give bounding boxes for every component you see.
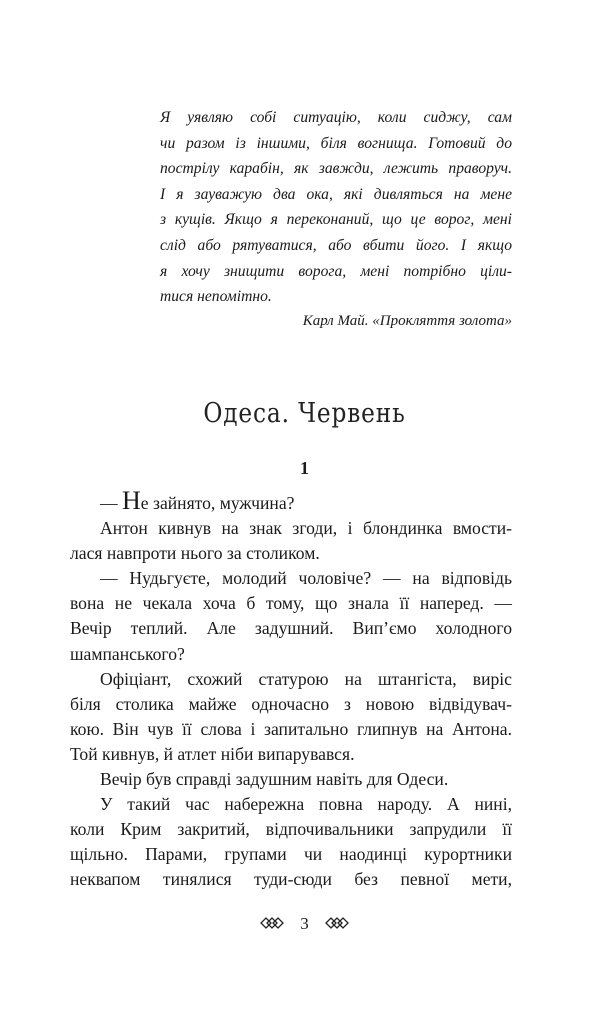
body-text: [70, 486, 512, 893]
page-footer: [0, 913, 609, 934]
body-line: — Нудьгуєте, молодий чоловіче? — на відповідь: [100, 568, 512, 589]
body-line: Вечір теплий. Але задушний. Вип’ємо холодного: [70, 618, 512, 639]
page-number: 3: [300, 914, 309, 934]
chapter-number: 1: [300, 458, 309, 478]
body-line: вона не чекала хоча б тому, що знала її наперед. —: [70, 593, 512, 614]
dash: —: [100, 493, 122, 513]
body-line: щільно. Парами, групами чи наодинці курортники: [70, 844, 512, 865]
body-line: Той кивнув, й атлет ніби випарувався.: [70, 743, 355, 764]
epigraph-line: тися непомітно.: [160, 288, 272, 306]
epigraph-line: пострілу карабін, як завжди, лежить праворуч.: [160, 160, 512, 178]
epigraph-line: слід або рятуватися, або вбити його. І якщо: [160, 236, 512, 254]
body-line: неквапом тинялися туди-сюди без певної мети,: [70, 869, 512, 890]
epigraph-line: я хочу знищити ворога, мені потрібно ціли-: [160, 262, 512, 280]
body-line: Антон кивнув на знак згоди, і блондинка вмости-: [100, 518, 512, 539]
epigraph-line: чи разом із іншими, біля вогнища. Готовий до: [160, 134, 512, 152]
body-line: біля столика майже одночасно з новою відвідувач-: [70, 693, 512, 714]
body-line: коли Крим закритий, відпочивальники запрудили її: [70, 819, 512, 840]
body-line: кою. Він чув її слова і запитально глипнув на Антона.: [70, 718, 512, 739]
epigraph-line: І я зауважую два ока, які дивляться на мене: [160, 185, 512, 203]
epigraph-line: з кущів. Якщо я переконаний, що це ворог, мені: [160, 211, 512, 229]
first-line-rest: е зайнято, мужчина?: [140, 493, 295, 513]
epigraph: [160, 105, 512, 310]
drop-cap: Н: [122, 486, 141, 515]
body-line: У такий час набережна повна народу. А нині,: [100, 794, 512, 815]
body-line-first: [70, 486, 512, 516]
ornament-right-icon: [323, 914, 349, 934]
body-line: шампанського?: [70, 643, 185, 664]
ornament-left-icon: [260, 914, 286, 934]
body-line: Офіціант, схожий статурою на штангіста, виріс: [100, 668, 512, 689]
body-line: лася навпроти нього за столиком.: [70, 543, 320, 564]
epigraph-line: Я уявляю собі ситуацію, коли сиджу, сам: [160, 109, 512, 126]
chapter-title: Одеса. Червень: [203, 398, 406, 429]
epigraph-source: Карл Май. «Прокляття золота»: [302, 313, 512, 329]
body-line: Вечір був справді задушним навіть для Одеси.: [100, 769, 449, 790]
